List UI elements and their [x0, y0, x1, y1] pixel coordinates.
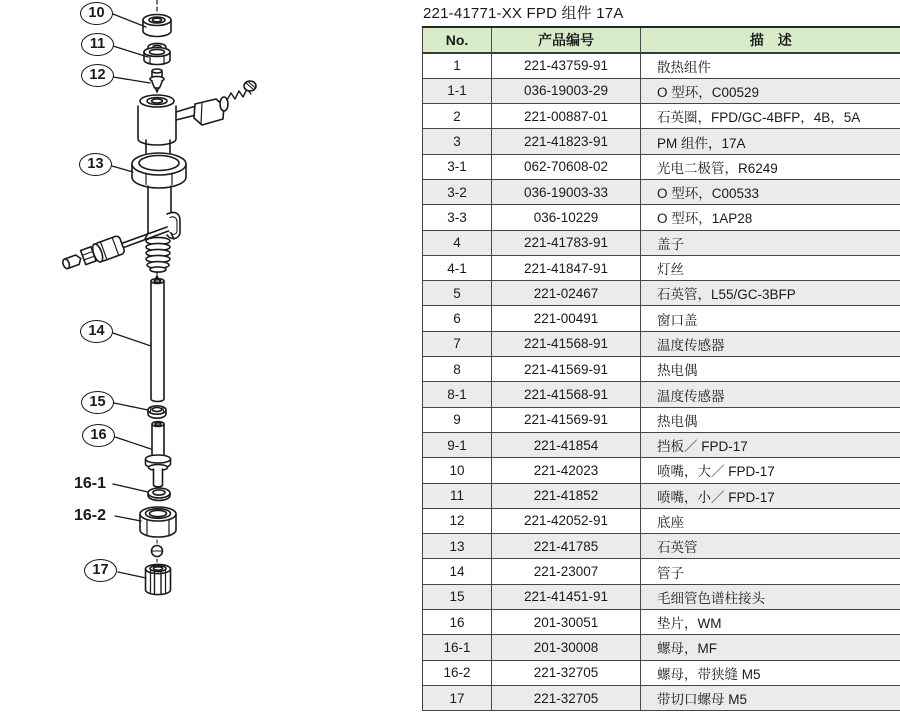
- cell-no: 1: [423, 53, 492, 78]
- cell-part: 036-10229: [492, 205, 641, 230]
- cell-part: 221-02467: [492, 281, 641, 306]
- cell-desc: 挡板／ FPD-17: [641, 432, 900, 457]
- table-row: [423, 78, 900, 103]
- table-row: [423, 584, 900, 609]
- cell-part: 221-32705: [492, 660, 641, 685]
- cell-part: 221-41568-91: [492, 382, 641, 407]
- col-header-no: No.: [423, 27, 492, 53]
- cell-part: 201-30008: [492, 635, 641, 660]
- cell-desc: O 型环，C00529: [641, 78, 900, 103]
- cell-part: 221-41785: [492, 534, 641, 559]
- cell-no: 14: [423, 559, 492, 584]
- cell-no: 8: [423, 357, 492, 382]
- callout-10: 10: [80, 2, 113, 25]
- cell-desc: 底座: [641, 508, 900, 533]
- callout-16-2: 16-2: [74, 507, 107, 524]
- cell-desc: 温度传感器: [641, 331, 900, 356]
- part-base-tip: [150, 69, 164, 92]
- cell-no: 12: [423, 508, 492, 533]
- part-quartz-tube-flange: [132, 153, 186, 188]
- cell-part: 221-43759-91: [492, 53, 641, 78]
- table-row: [423, 660, 900, 685]
- part-gasket-tube: [146, 422, 171, 487]
- cell-desc: 管子: [641, 559, 900, 584]
- cell-part: 221-41847-91: [492, 255, 641, 280]
- table-row: [423, 534, 900, 559]
- cell-part: 201-30051: [492, 610, 641, 635]
- cell-desc: 喷嘴，小／ FPD-17: [641, 483, 900, 508]
- cell-desc: 垫片，WM: [641, 610, 900, 635]
- cell-no: 1-1: [423, 78, 492, 103]
- cell-desc: 喷嘴，大／ FPD-17: [641, 458, 900, 483]
- part-nozzle-large: [143, 15, 171, 37]
- cell-no: 11: [423, 483, 492, 508]
- cell-no: 3-3: [423, 205, 492, 230]
- table-row: [423, 179, 900, 204]
- table-row: [423, 331, 900, 356]
- cell-desc: 石英圈，FPD/GC-4BFP，4B，5A: [641, 104, 900, 129]
- part-nozzle-small: [144, 43, 170, 64]
- callout-12: 12: [81, 64, 114, 87]
- cell-no: 9: [423, 407, 492, 432]
- table-row: [423, 357, 900, 382]
- cell-desc: 石英管，L55/GC-3BFP: [641, 281, 900, 306]
- callout-13: 13: [79, 153, 112, 176]
- cell-no: 16-2: [423, 660, 492, 685]
- cell-desc: 盖子: [641, 230, 900, 255]
- cell-desc: O 型环，C00533: [641, 179, 900, 204]
- cell-no: 15: [423, 584, 492, 609]
- part-column-fitting-ring: [148, 406, 166, 418]
- cell-no: 6: [423, 306, 492, 331]
- table-row: [423, 230, 900, 255]
- cell-desc: 温度传感器: [641, 382, 900, 407]
- table-row: [423, 205, 900, 230]
- table-row: [423, 104, 900, 129]
- cell-part: 221-23007: [492, 559, 641, 584]
- cell-desc: 窗口盖: [641, 306, 900, 331]
- cell-part: 221-41568-91: [492, 331, 641, 356]
- callout-17: 17: [84, 559, 117, 582]
- cell-no: 4-1: [423, 255, 492, 280]
- part-slotted-nut-m5: [140, 507, 176, 537]
- part-cut-nut-m5: [146, 564, 171, 594]
- cell-part: 036-19003-33: [492, 179, 641, 204]
- callout-16-1: 16-1: [74, 475, 107, 492]
- table-row: [423, 306, 900, 331]
- cell-part: 221-41569-91: [492, 407, 641, 432]
- cell-desc: 热电偶: [641, 357, 900, 382]
- page-title: 221-41771-XX FPD 组件 17A: [423, 5, 624, 22]
- table-header: [423, 27, 900, 53]
- cell-desc: 带切口螺母 M5: [641, 685, 900, 710]
- cell-no: 3-1: [423, 154, 492, 179]
- cell-no: 16-1: [423, 635, 492, 660]
- cell-no: 7: [423, 331, 492, 356]
- diagram-linework: [0, 0, 420, 718]
- cell-no: 3-2: [423, 179, 492, 204]
- callout-15: 15: [81, 391, 114, 414]
- cell-part: 036-19003-29: [492, 78, 641, 103]
- cell-part: 221-42023: [492, 458, 641, 483]
- cell-desc: 散热组件: [641, 53, 900, 78]
- cell-desc: 灯丝: [641, 255, 900, 280]
- cell-desc: 螺母，带狭缝 M5: [641, 660, 900, 685]
- cell-part: 221-41451-91: [492, 584, 641, 609]
- callout-16: 16: [82, 424, 115, 447]
- detector-body: [138, 81, 256, 153]
- cell-desc: 光电二极管，R6249: [641, 154, 900, 179]
- exploded-diagram: [0, 0, 420, 718]
- table-row: [423, 129, 900, 154]
- cell-part: 221-41823-91: [492, 129, 641, 154]
- table-row: [423, 635, 900, 660]
- cell-no: 4: [423, 230, 492, 255]
- cell-no: 3: [423, 129, 492, 154]
- col-header-desc: 描 述: [641, 27, 900, 53]
- table-row: [423, 407, 900, 432]
- part-nut-mf-washer: [148, 488, 170, 501]
- cell-no: 8-1: [423, 382, 492, 407]
- table-row: [423, 255, 900, 280]
- cell-part: 221-41569-91: [492, 357, 641, 382]
- cell-part: 221-41783-91: [492, 230, 641, 255]
- table-row: [423, 508, 900, 533]
- col-header-part: 产品编号: [492, 27, 641, 53]
- table-row: [423, 53, 900, 78]
- table-body: [423, 53, 900, 711]
- cell-desc: O 型环，1AP28: [641, 205, 900, 230]
- table-row: [423, 685, 900, 710]
- cell-part: 221-41852: [492, 483, 641, 508]
- parts-table: [422, 26, 900, 711]
- cell-part: 221-42052-91: [492, 508, 641, 533]
- cell-desc: 毛细管色谱柱接头: [641, 584, 900, 609]
- table-row: [423, 610, 900, 635]
- table-row: [423, 432, 900, 457]
- cell-no: 2: [423, 104, 492, 129]
- cell-part: 062-70608-02: [492, 154, 641, 179]
- cell-no: 5: [423, 281, 492, 306]
- ball-bead: [152, 540, 163, 562]
- cell-part: 221-00887-01: [492, 104, 641, 129]
- cell-no: 17: [423, 685, 492, 710]
- cell-no: 16: [423, 610, 492, 635]
- cell-desc: 螺母，MF: [641, 635, 900, 660]
- cell-desc: 热电偶: [641, 407, 900, 432]
- table-row: [423, 281, 900, 306]
- cell-no: 10: [423, 458, 492, 483]
- cell-desc: 石英管: [641, 534, 900, 559]
- table-row: [423, 382, 900, 407]
- table-row: [423, 458, 900, 483]
- cell-part: 221-41854: [492, 432, 641, 457]
- callout-14: 14: [80, 320, 113, 343]
- callout-11: 11: [81, 33, 114, 56]
- cell-no: 9-1: [423, 432, 492, 457]
- cell-no: 13: [423, 534, 492, 559]
- table-row: [423, 559, 900, 584]
- parts-catalog: [422, 0, 900, 718]
- cell-part: 221-00491: [492, 306, 641, 331]
- table-row: [423, 483, 900, 508]
- cell-desc: PM 组件，17A: [641, 129, 900, 154]
- cell-part: 221-32705: [492, 685, 641, 710]
- lower-column: [62, 186, 180, 279]
- table-row: [423, 154, 900, 179]
- part-tube: [151, 279, 164, 402]
